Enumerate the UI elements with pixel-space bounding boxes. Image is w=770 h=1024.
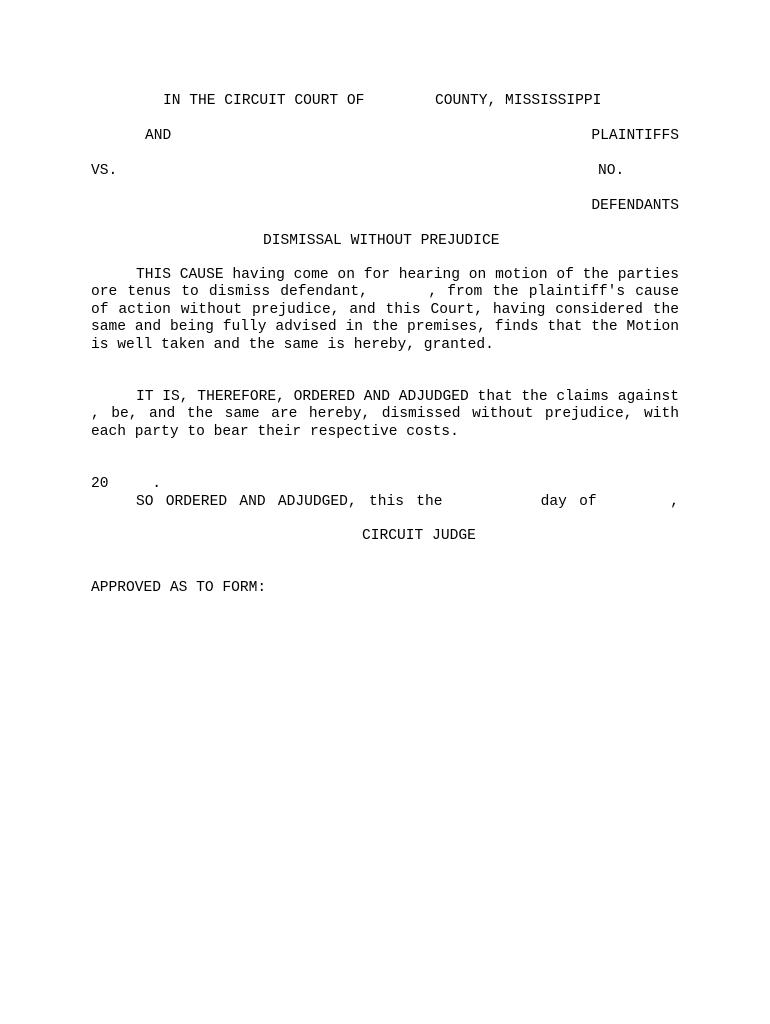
paragraph-so-ordered-line-2: 20 . [91, 476, 162, 492]
and-label: AND [145, 128, 172, 144]
approved-as-to-form-label: APPROVED AS TO FORM: [91, 580, 267, 596]
paragraph-cause: THIS CAUSE having come on for hearing on motion of the parties ore tenus to dismiss defendant, , from the plaintiff's cause of action without prejudice, and this Court, having considered the same and being fully advised in the premises, finds that the Motion is well taken and the same is hereby, granted. [91, 267, 688, 353]
circuit-judge-label: CIRCUIT JUDGE [362, 528, 476, 544]
so-ordered-text: SO ORDERED AND ADJUDGED, this the day of , [136, 493, 679, 510]
document-title: DISMISSAL WITHOUT PREJUDICE [263, 233, 500, 249]
plaintiffs-label: PLAINTIFFS [591, 128, 679, 144]
defendants-label: DEFENDANTS [591, 198, 679, 214]
court-heading-left: IN THE CIRCUIT COURT OF [163, 93, 365, 109]
paragraph-ordered: IT IS, THEREFORE, ORDERED AND ADJUDGED that the claims against , be, and the same are hereby, dismissed without prejudice, with each party to bear their respective costs. [91, 389, 732, 440]
vs-label: VS. [91, 163, 118, 179]
case-number-label: NO. [598, 163, 625, 179]
court-heading-right: COUNTY, MISSISSIPPI [435, 93, 602, 109]
